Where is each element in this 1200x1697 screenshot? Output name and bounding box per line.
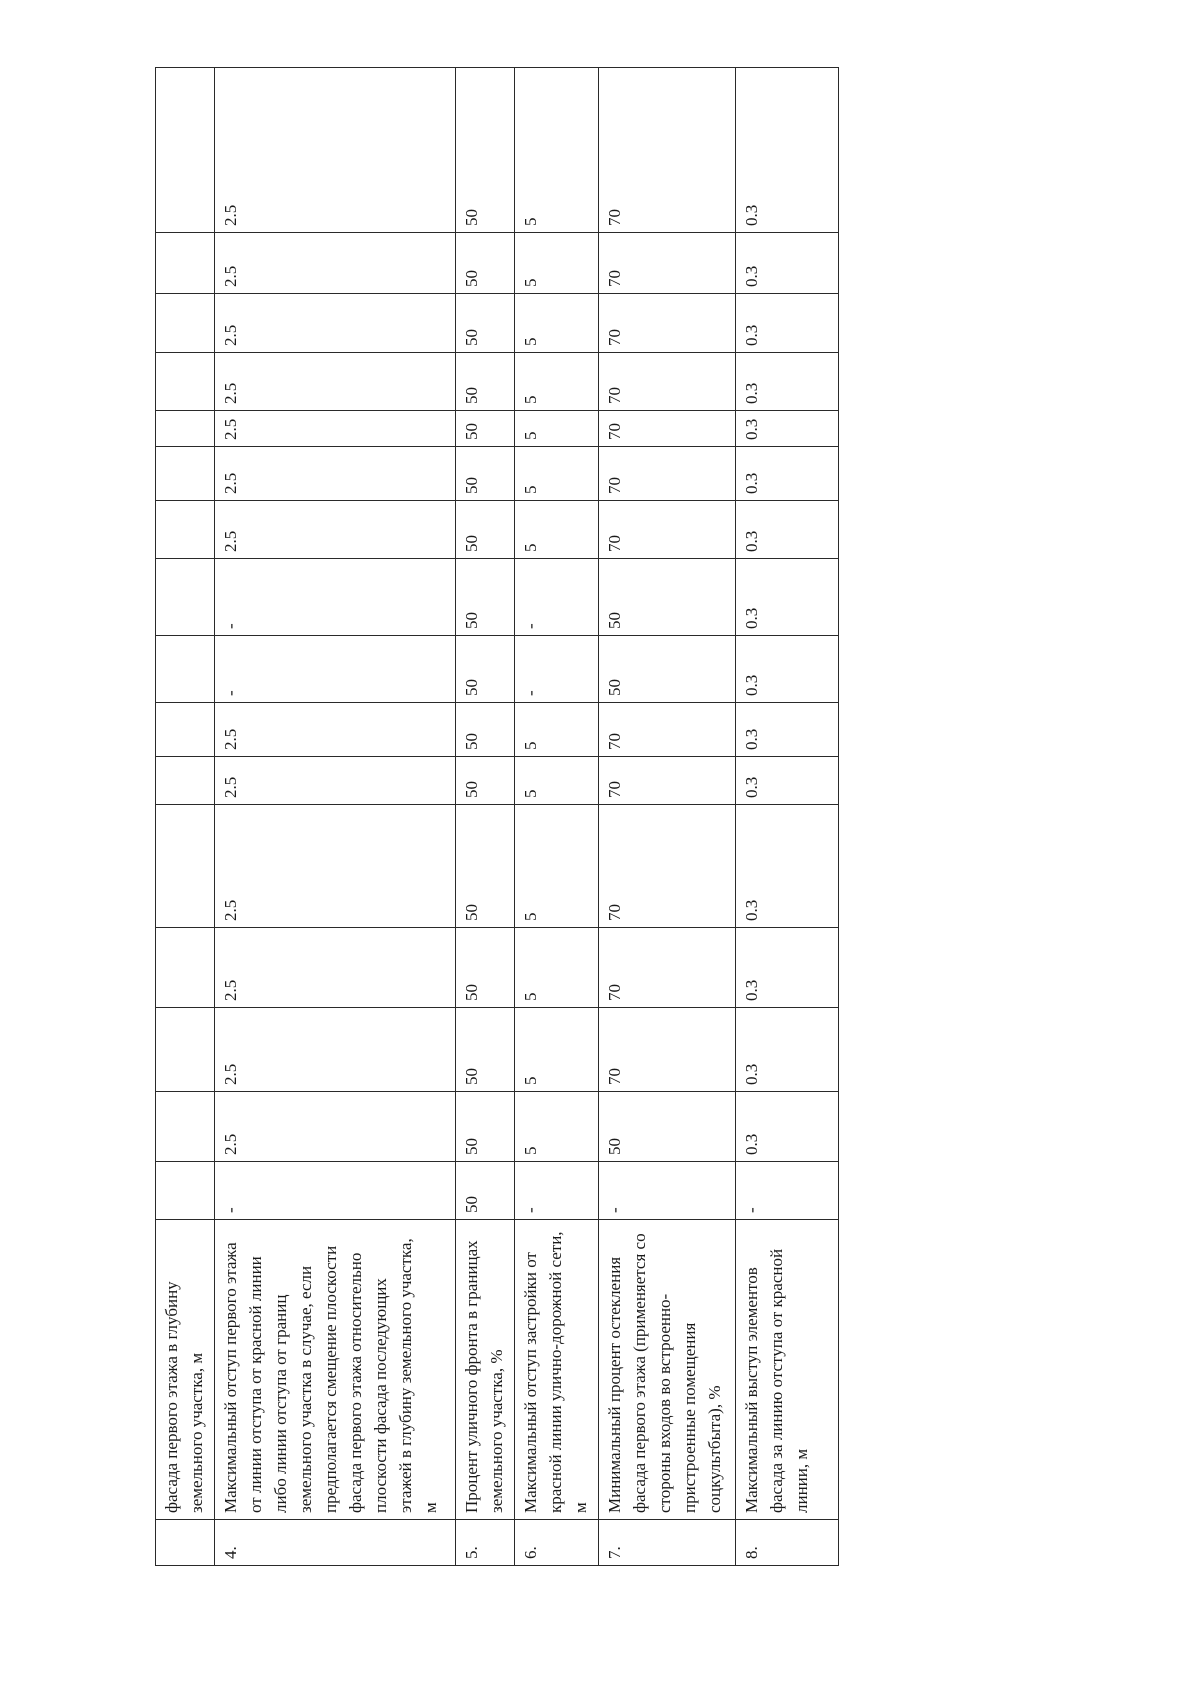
table-row [214, 68, 456, 1566]
value-cell: 50 [456, 411, 515, 447]
row-label: Процент уличного фронта в границах земельного участка, % [456, 1220, 515, 1520]
value-cell: 0.3 [736, 353, 839, 411]
value-cell [156, 294, 215, 353]
value-cell: 50 [456, 559, 515, 636]
value-cell: 5 [514, 501, 599, 559]
value-cell: 70 [599, 928, 736, 1008]
value-cell: 2.5 [214, 1092, 456, 1162]
value-cell: 5 [514, 757, 599, 805]
value-cell: 5 [514, 1008, 599, 1092]
value-cell [156, 1162, 215, 1220]
row-number [156, 1520, 215, 1566]
value-cell: 70 [599, 501, 736, 559]
regulations-table [155, 67, 839, 1566]
value-cell: 2.5 [214, 501, 456, 559]
table-body [156, 68, 839, 1566]
value-cell: - [514, 636, 599, 703]
value-cell: 70 [599, 411, 736, 447]
value-cell: 2.5 [214, 1008, 456, 1092]
table-row [456, 68, 515, 1566]
value-cell: 50 [456, 928, 515, 1008]
value-cell [156, 353, 215, 411]
row-number: 6. [514, 1520, 599, 1566]
value-cell [156, 636, 215, 703]
value-cell: 0.3 [736, 447, 839, 501]
value-cell: 50 [456, 294, 515, 353]
value-cell [156, 233, 215, 294]
value-cell: 0.3 [736, 68, 839, 233]
value-cell: 50 [456, 636, 515, 703]
value-cell: 70 [599, 68, 736, 233]
value-cell: 2.5 [214, 703, 456, 757]
value-cell: 0.3 [736, 1092, 839, 1162]
value-cell: - [214, 559, 456, 636]
value-cell [156, 501, 215, 559]
value-cell: 50 [456, 233, 515, 294]
table-row [736, 68, 839, 1566]
row-label: Максимальный отступ первого этажа от линии отступа от красной линии либо линии отступа от границ земельного участка в случае, если предполагается смещение плоскости фасада первого этажа относительно плоскости фасада последующих этажей в глубину земельного участка, м [214, 1220, 456, 1520]
value-cell [156, 805, 215, 928]
value-cell: 70 [599, 805, 736, 928]
value-cell [156, 447, 215, 501]
value-cell: 5 [514, 805, 599, 928]
value-cell: 2.5 [214, 68, 456, 233]
value-cell: 70 [599, 703, 736, 757]
value-cell: - [214, 636, 456, 703]
value-cell: 50 [456, 805, 515, 928]
value-cell: 5 [514, 1092, 599, 1162]
value-cell: 0.3 [736, 411, 839, 447]
row-number: 7. [599, 1520, 736, 1566]
value-cell: 2.5 [214, 805, 456, 928]
value-cell: 0.3 [736, 757, 839, 805]
value-cell: 2.5 [214, 757, 456, 805]
value-cell: 50 [456, 68, 515, 233]
value-cell: 70 [599, 353, 736, 411]
value-cell: - [736, 1162, 839, 1220]
value-cell: 70 [599, 1008, 736, 1092]
table-row [599, 68, 736, 1566]
value-cell: 50 [599, 1092, 736, 1162]
table-row [156, 68, 215, 1566]
value-cell: - [514, 559, 599, 636]
value-cell: 0.3 [736, 501, 839, 559]
row-label: Минимальный процент остекления фасада первого этажа (применяется со стороны входов во встроенно-пристроенные помещения соцкультбыта), % [599, 1220, 736, 1520]
value-cell [156, 411, 215, 447]
value-cell: 5 [514, 928, 599, 1008]
value-cell: 50 [599, 636, 736, 703]
value-cell: 50 [456, 757, 515, 805]
value-cell: 0.3 [736, 294, 839, 353]
row-label: Максимальный выступ элементов фасада за линию отступа от красной линии, м [736, 1220, 839, 1520]
value-cell: 0.3 [736, 559, 839, 636]
value-cell: 50 [456, 1162, 515, 1220]
value-cell [156, 68, 215, 233]
value-cell: - [599, 1162, 736, 1220]
value-cell: 0.3 [736, 928, 839, 1008]
value-cell: 5 [514, 68, 599, 233]
value-cell: - [214, 1162, 456, 1220]
value-cell: 2.5 [214, 353, 456, 411]
value-cell: 0.3 [736, 703, 839, 757]
value-cell: 70 [599, 294, 736, 353]
value-cell: 70 [599, 447, 736, 501]
value-cell: 0.3 [736, 233, 839, 294]
value-cell: 50 [456, 447, 515, 501]
value-cell [156, 559, 215, 636]
value-cell: 50 [456, 703, 515, 757]
value-cell: 70 [599, 233, 736, 294]
value-cell [156, 928, 215, 1008]
value-cell: 50 [456, 1008, 515, 1092]
value-cell: 2.5 [214, 411, 456, 447]
value-cell: 5 [514, 703, 599, 757]
row-number: 5. [456, 1520, 515, 1566]
value-cell: 5 [514, 447, 599, 501]
value-cell: 2.5 [214, 294, 456, 353]
value-cell: 0.3 [736, 805, 839, 928]
value-cell: 50 [599, 559, 736, 636]
value-cell: 2.5 [214, 233, 456, 294]
value-cell: 70 [599, 757, 736, 805]
table-row [514, 68, 599, 1566]
value-cell: 5 [514, 411, 599, 447]
value-cell: 5 [514, 233, 599, 294]
value-cell: 0.3 [736, 636, 839, 703]
value-cell: 0.3 [736, 1008, 839, 1092]
value-cell [156, 703, 215, 757]
value-cell: 50 [456, 501, 515, 559]
value-cell: 50 [456, 1092, 515, 1162]
value-cell: 50 [456, 353, 515, 411]
value-cell: 5 [514, 294, 599, 353]
value-cell: - [514, 1162, 599, 1220]
row-number: 4. [214, 1520, 456, 1566]
value-cell: 2.5 [214, 928, 456, 1008]
row-label: Максимальный отступ застройки от красной линии улично-дорожной сети, м [514, 1220, 599, 1520]
value-cell [156, 1092, 215, 1162]
value-cell [156, 1008, 215, 1092]
rotated-table-container [155, 68, 839, 1566]
value-cell: 2.5 [214, 447, 456, 501]
value-cell [156, 757, 215, 805]
row-label: фасада первого этажа в глубину земельного участка, м [156, 1220, 215, 1520]
row-number: 8. [736, 1520, 839, 1566]
value-cell: 5 [514, 353, 599, 411]
